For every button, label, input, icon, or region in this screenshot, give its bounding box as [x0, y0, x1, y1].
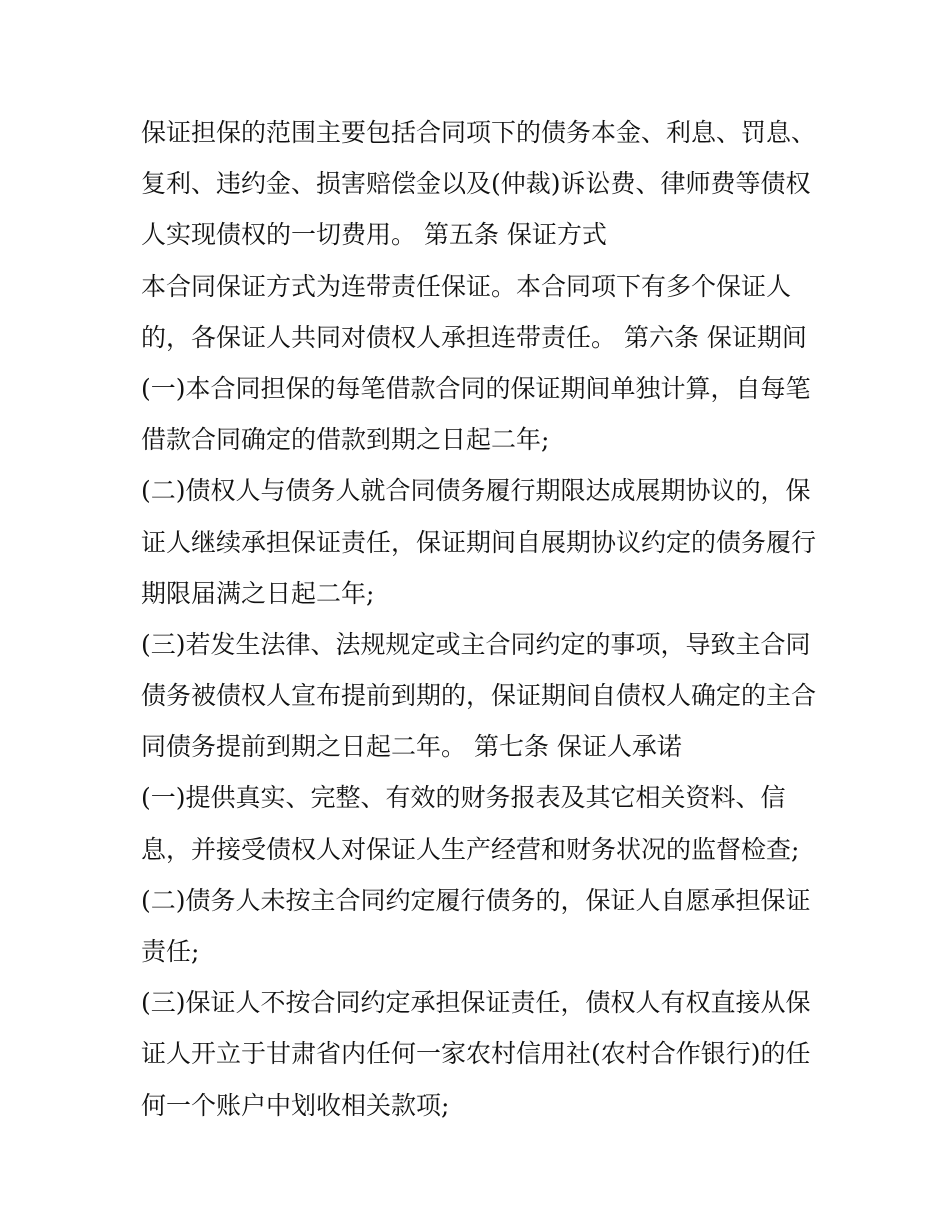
- text-line: 同债务提前到期之日起二年。 第七条 保证人承诺: [141, 732, 682, 762]
- text-line: (一)本合同担保的每笔借款合同的保证期间单独计算，自每笔: [141, 373, 811, 403]
- text-line: 保证担保的范围主要包括合同项下的债务本金、利息、罚息、: [141, 118, 817, 147]
- text-line: (二)债权人与债务人就合同债务履行期限达成展期协议的，保: [141, 476, 811, 506]
- text-line: 本合同保证方式为连带责任保证。本合同项下有多个保证人: [141, 271, 792, 301]
- text-line: 证人开立于甘肃省内任何一家农村信用社(农村合作银行)的任: [141, 1039, 811, 1069]
- contract-text-block: [141, 107, 821, 1131]
- text-line: 息，并接受债权人对保证人生产经营和财务状况的监督检查;: [141, 834, 800, 864]
- text-line: 的，各保证人共同对债权人承担连带责任。 第六条 保证期间: [141, 322, 807, 352]
- text-line: 债务被债权人宣布提前到期的，保证期间自债权人确定的主合: [141, 681, 817, 711]
- text-line: 证人继续承担保证责任，保证期间自展期协议约定的债务履行: [141, 527, 817, 557]
- text-line: 何一个账户中划收相关款项;: [141, 1090, 450, 1120]
- text-line: 期限届满之日起二年;: [141, 578, 375, 608]
- text-line: 人实现债权的一切费用。 第五条 保证方式: [141, 220, 607, 250]
- text-line: 借款合同确定的借款到期之日起二年;: [141, 425, 550, 455]
- text-line: 复利、违约金、损害赔偿金以及(仲裁)诉讼费、律师费等债权: [141, 169, 811, 199]
- text-line: (二)债务人未按主合同约定履行债务的，保证人自愿承担保证: [141, 885, 811, 915]
- text-line: 责任;: [141, 937, 200, 966]
- text-line: (一)提供真实、完整、有效的财务报表及其它相关资料、信: [141, 783, 786, 813]
- text-line: (三)保证人不按合同约定承担保证责任，债权人有权直接从保: [141, 988, 811, 1018]
- text-line: (三)若发生法律、法规规定或主合同约定的事项，导致主合同: [141, 629, 811, 659]
